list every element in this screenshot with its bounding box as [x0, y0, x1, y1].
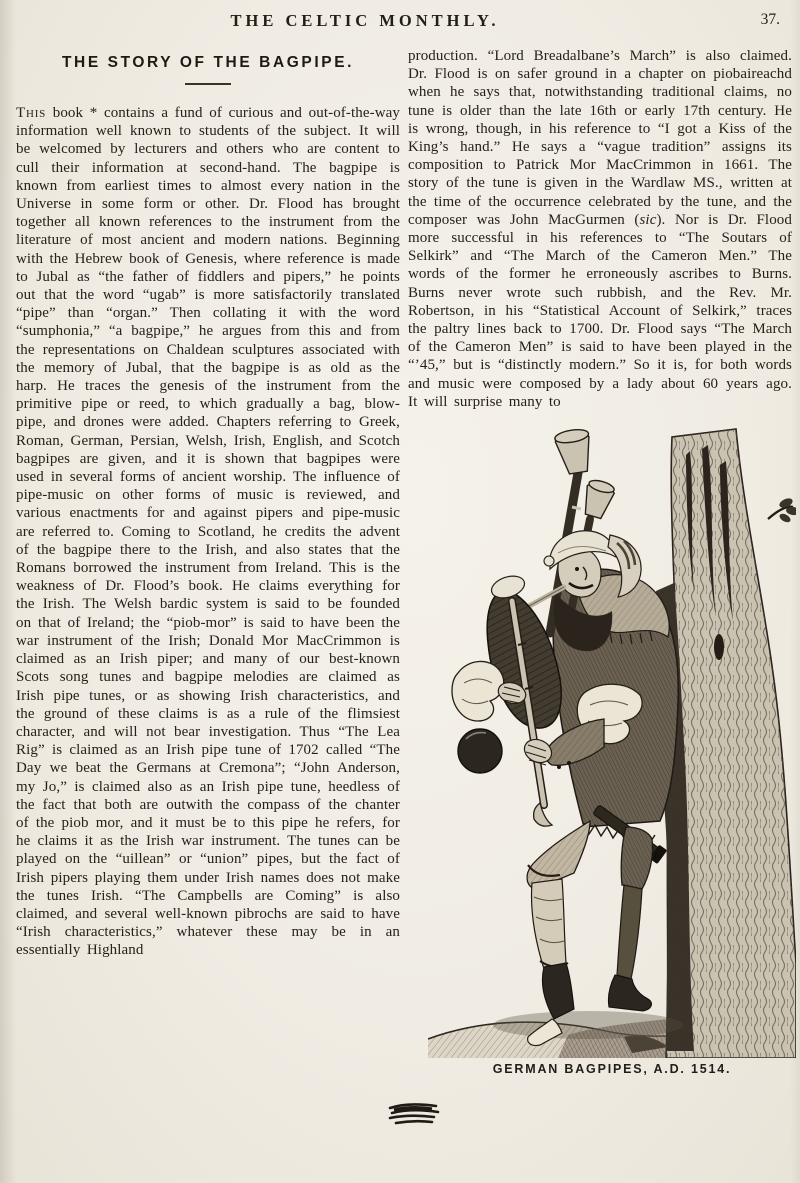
- illustration-caption: GERMAN BAGPIPES, A.D. 1514.: [492, 1062, 732, 1077]
- bagpiper-woodcut-illustration: [428, 421, 796, 1058]
- page-number: 37.: [760, 11, 780, 28]
- illustration-figure: [428, 421, 796, 1076]
- article-text-right: [408, 47, 792, 411]
- lead-word: This: [16, 105, 47, 121]
- ink-smudge-artifact: [388, 1100, 440, 1130]
- article-text-left: [16, 104, 400, 960]
- title-divider: [185, 83, 231, 85]
- sic-word: sic: [639, 211, 657, 228]
- right-column-text-1: production. “Lord Breadalbane’s March” is also claimed. Dr. Flood is on safer ground in a chapter on piobaireachd when he says that, notwithstanding traditional claims, no tune is older than the late 16th or early 17th century. He is wrong, though, in his reference to “I got a Kiss of the King’s hand.” He says a “vague tradition” assigns its composition to Patrick Mor MacCrimmon in 1661. The story of the tune is given in the Wardlaw MS., written at the time of the occurrence celebrated by the tune, and the composer was John MacGurmen (: [408, 48, 792, 228]
- right-column-text-2: ). Nor is Dr. Flood more successful in his references to “The Soutars of Selkirk” and “The March of the Cameron Men.” The words of the former he erroneously ascribes to Burns. Burns never wrote such rubbish, and the Rev. Mr. Robertson, in his “Statistical Account of Selkirk,” traces the paltry lines back to 1700. Dr. Flood says “The March of the Cameron Men” is said to have been played in the “’45,” but is “distinctly modern.” So it is, for both words and music were composed by a lady about 60 years ago. It will surprise many to: [408, 211, 792, 410]
- article-title: THE STORY OF THE BAGPIPE.: [61, 54, 355, 71]
- left-column: [16, 54, 400, 960]
- publication-title: THE CELTIC MONTHLY.: [230, 11, 500, 30]
- right-column: [408, 47, 792, 1076]
- left-column-text: book * contains a fund of curious and out-of-the-way information well known to students of the subject. It will be welcomed by lecturers and others who are content to cull their information at second-hand. The bagpipe is known from earliest times to almost every nation in the Universe in some form or other. Dr. Flood has brought together all known references to the instrument from the literature of most ancient and modern nations. Beginning with the Hebrew book of Genesis, where reference is made to Jubal as “the father of fiddlers and pipers,” he points out that the word “ugab” is more satisfactorily translated “pipe” than “organ.” Then collating it with the word “sumphonia,” “a bagpipe,” he argues from this and from the representations on Chaldean sculptures associated with the memory of Jubal, that the bagpipe is as old as the harp. He traces the genesis of the instrument from the primitive pipe or reed, to which gradually a bag, blow-pipe, and drones were added. Chapters referring to Greek, Roman, German, Persian, Welsh, Irish, English, and Scotch bagpipes are given, and it is shown that bagpipes were used in several forms of ancient worship. The influence of pipe-music on other forms of music is reviewed, and various enactments for and against pipers and pipe-music are referred to. Coming to Scotland, he credits the advent of the bagpipe there to the Irish, and also states that the Romans borrowed the instrument from Ireland. This is the weakness of Dr. Flood’s book. He claims everything for the Irish. The Welsh bardic system is said to be founded on that of Ireland; the “piob-mor” is said to have been the war instrument of the Irish; Donald Mor MacCrimmon is claimed as an Irish piper; and many of our best-known Scots song tunes and bagpipe melodies are claimed as Irish pipe tunes, or as showing Irish characteristics, and the ground of these claims is as a rule of the flimsiest character, and will not bear investigation. Thus “The Lea Rig” is claimed as an Irish pipe tune of 1702 called “The Day we beat the Germans at Cremona”; “John Anderson, my Jo,” is claimed also as an Irish pipe tune, heedless of the fact that both are outwith the compass of the chanter of the piob mor, and it must be to this pipe he refers, for he claims it as the Irish war instrument. The tunes can be played on the “uillean” or “union” pipes, but the fact of Irish pipers playing them under Irish names does not make the tunes Irish. “The Campbells are Coming” is also claimed, and several well-known pibrochs are said to have “Irish characteristics,” whatever these may be in an essentially Highland: [16, 105, 400, 959]
